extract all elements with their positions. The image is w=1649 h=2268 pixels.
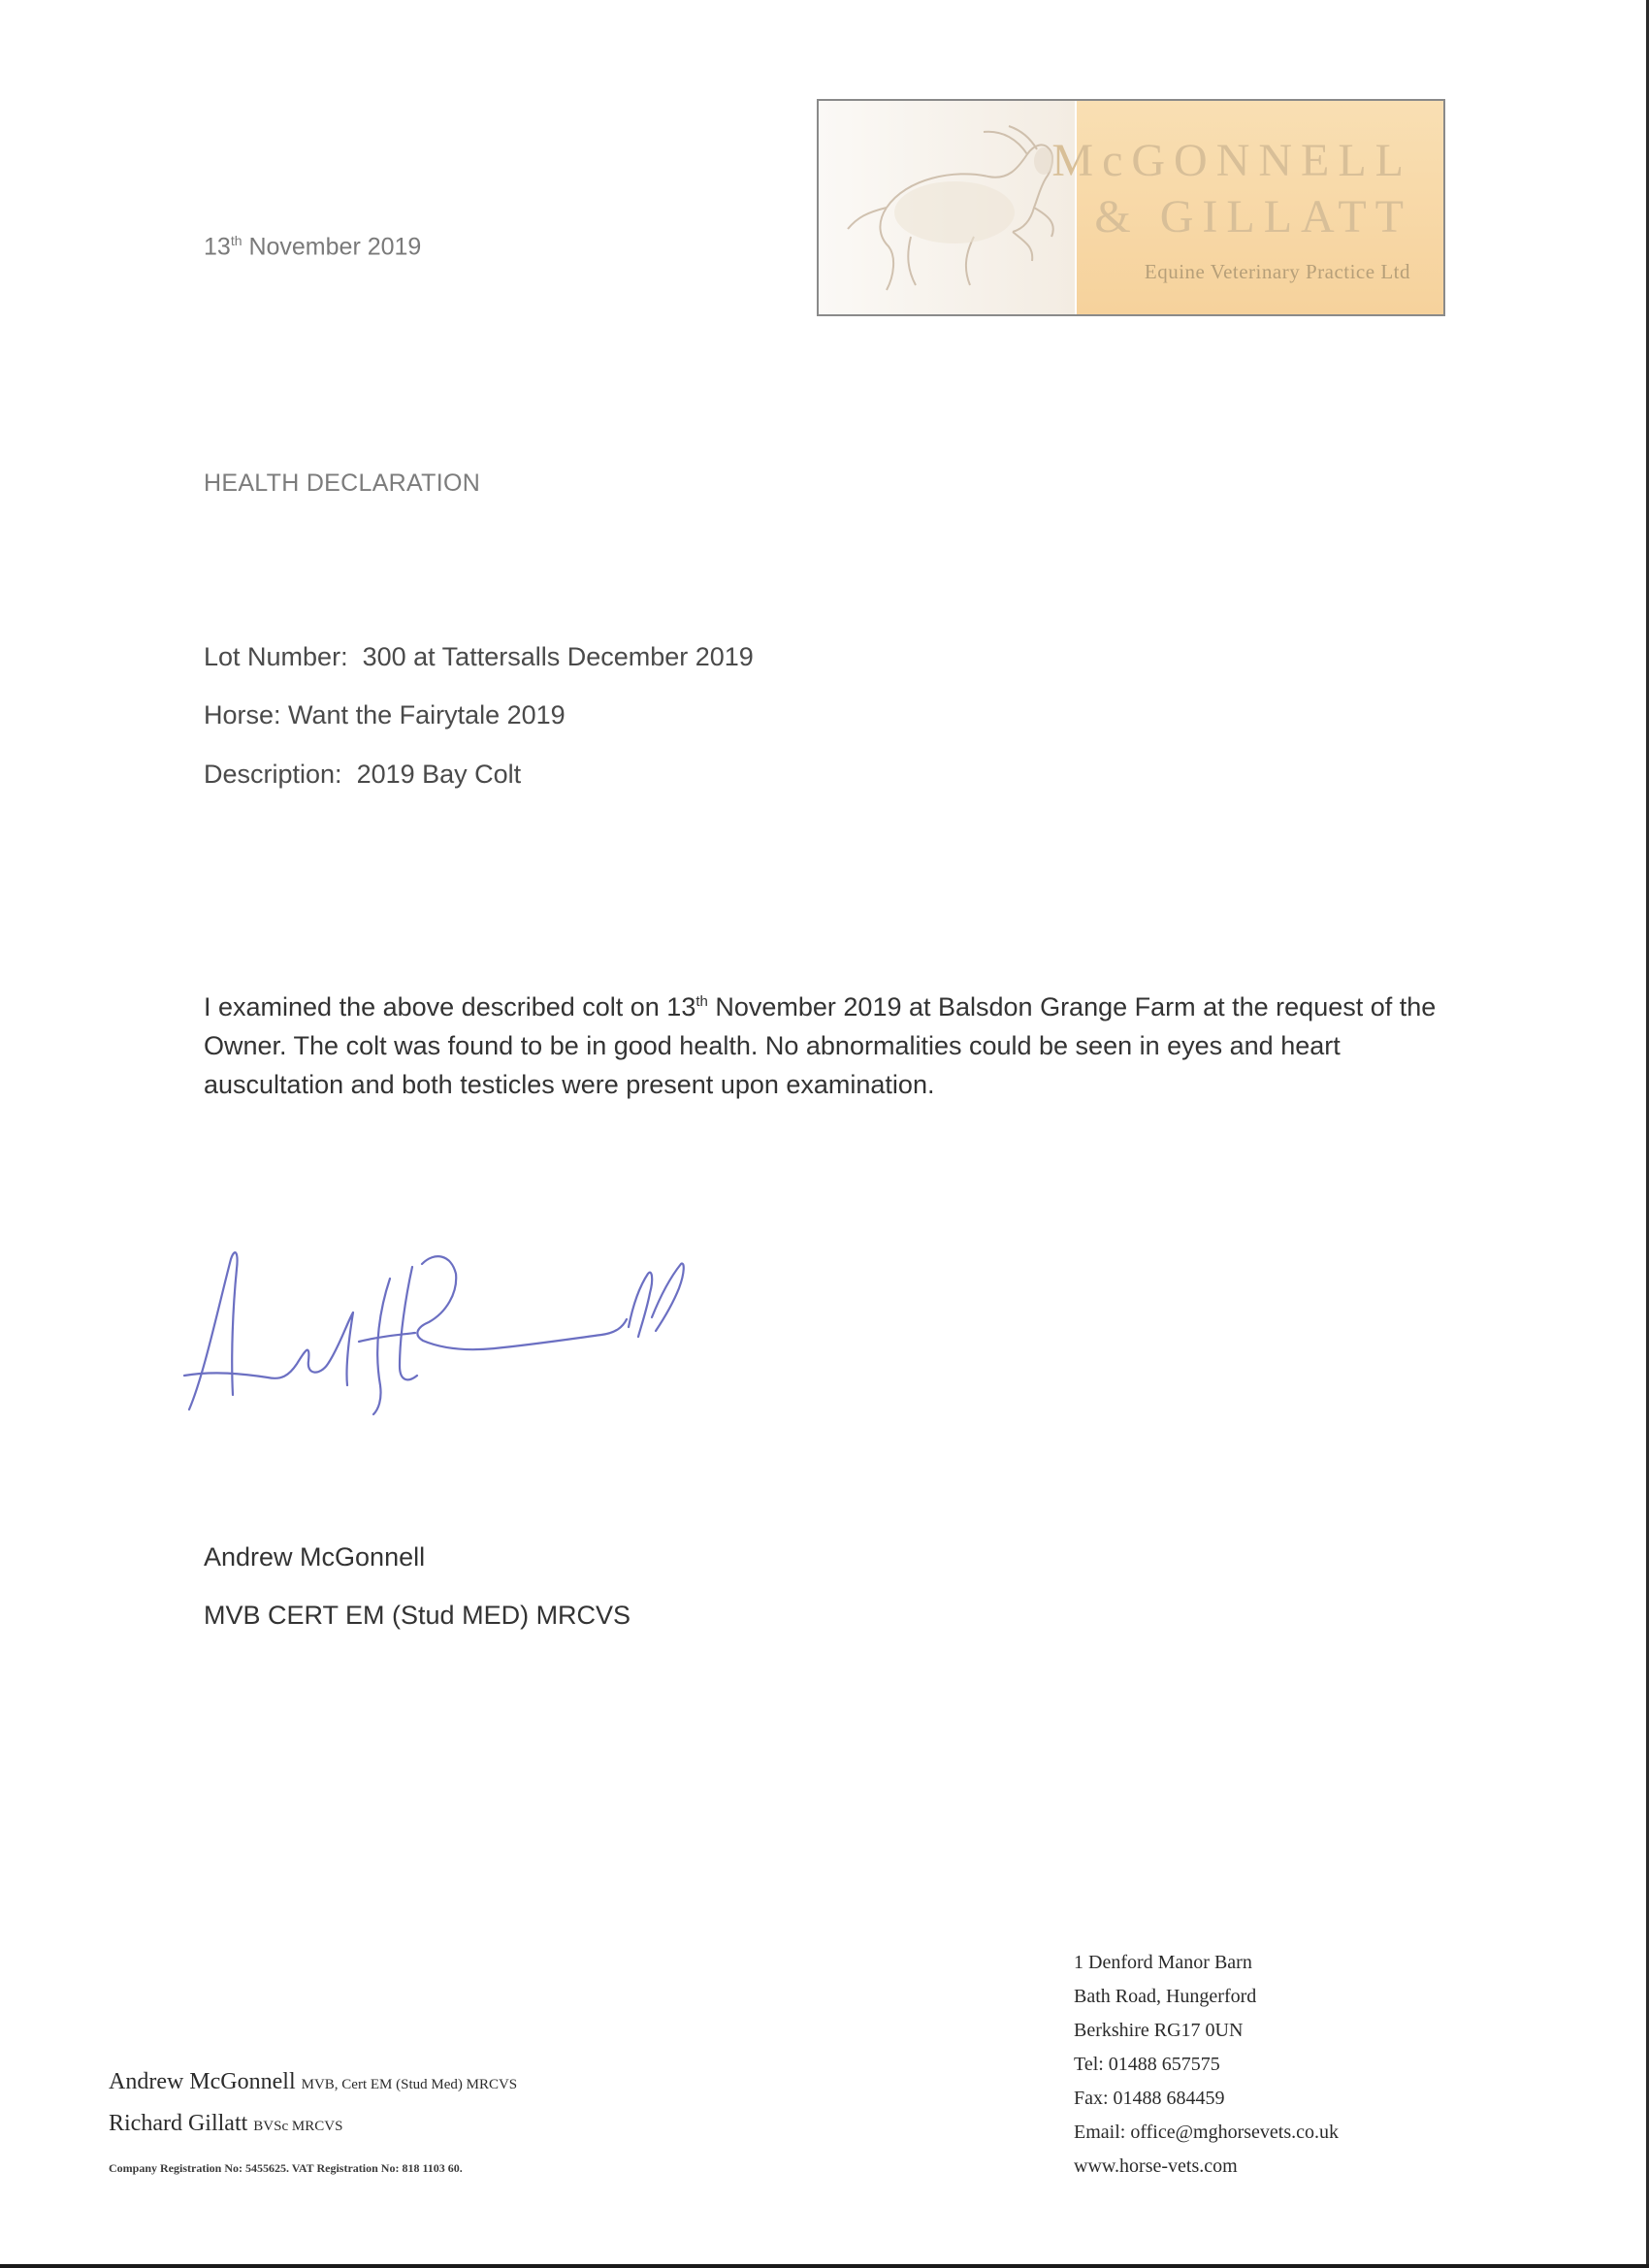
examination-statement <box>204 988 1445 1104</box>
description-label: Description: <box>204 760 342 789</box>
handwritten-signature <box>175 1240 718 1434</box>
logo-mcgonnell: McGONNELL <box>1051 135 1412 186</box>
practice-logo <box>817 99 1445 316</box>
lot-number-label: Lot Number: <box>204 642 348 671</box>
lot-number-line <box>204 642 754 672</box>
horse-illustration <box>819 101 1075 314</box>
email: Email: office@mghorsevets.co.uk <box>1074 2122 1339 2143</box>
horse-label: Horse: <box>204 700 281 729</box>
statement-part-2: November 2019 at Balsdon Grange Farm at the request of the Owner. The colt was found to be in good health. No abnormalities could be seen in eyes and heart auscultation and both testicles were present upon examination. <box>204 992 1437 1099</box>
telephone: Tel: 01488 657575 <box>1074 2054 1220 2075</box>
address-line: Berkshire RG17 0UN <box>1074 2020 1244 2041</box>
practice-address <box>1074 1946 1339 2184</box>
horse-value: Want the Fairytale 2019 <box>288 700 566 729</box>
company-registration: Company Registration No: 5455625. VAT Registration No: 818 1103 60. <box>109 2161 463 2175</box>
signatory-name: Andrew McGonnell <box>204 1542 426 1571</box>
letter-date <box>204 233 421 261</box>
lot-number-value: 300 at Tattersalls December 2019 <box>362 642 754 671</box>
signatory-qualifications: MVB CERT EM (Stud MED) MRCVS <box>204 1601 631 1630</box>
statement-part-1: I examined the above described colt on 13 <box>204 992 696 1021</box>
logo-subtitle: Equine Veterinary Practice Ltd <box>1144 260 1410 283</box>
footer-partner-1 <box>109 2069 517 2095</box>
address-line: 1 Denford Manor Barn <box>1074 1952 1252 1973</box>
description-value: 2019 Bay Colt <box>356 760 522 789</box>
logo-text-panel <box>1051 101 1443 314</box>
footer-partner-2 <box>109 2111 342 2137</box>
date-suffix: th <box>230 233 242 248</box>
logo-gillatt: & GILLATT <box>1094 191 1412 243</box>
date-day: 13 <box>204 233 231 261</box>
partner-2-quals: BVSc MRCVS <box>253 2119 343 2134</box>
statement-date-suffix: th <box>695 993 708 1010</box>
horse-line <box>204 700 566 730</box>
partner-1-name: Andrew McGonnell <box>109 2069 296 2094</box>
partner-1-quals: MVB, Cert EM (Stud Med) MRCVS <box>301 2077 518 2092</box>
partner-2-name: Richard Gillatt <box>109 2111 248 2136</box>
page-bottom-edge <box>0 2264 1649 2268</box>
website: www.horse-vets.com <box>1074 2155 1238 2177</box>
address-line: Bath Road, Hungerford <box>1074 1986 1257 2007</box>
description-line <box>204 760 521 790</box>
document-heading: HEALTH DECLARATION <box>204 470 481 497</box>
horse-icon <box>819 101 1075 314</box>
date-rest: November 2019 <box>242 233 422 261</box>
fax: Fax: 01488 684459 <box>1074 2088 1225 2109</box>
